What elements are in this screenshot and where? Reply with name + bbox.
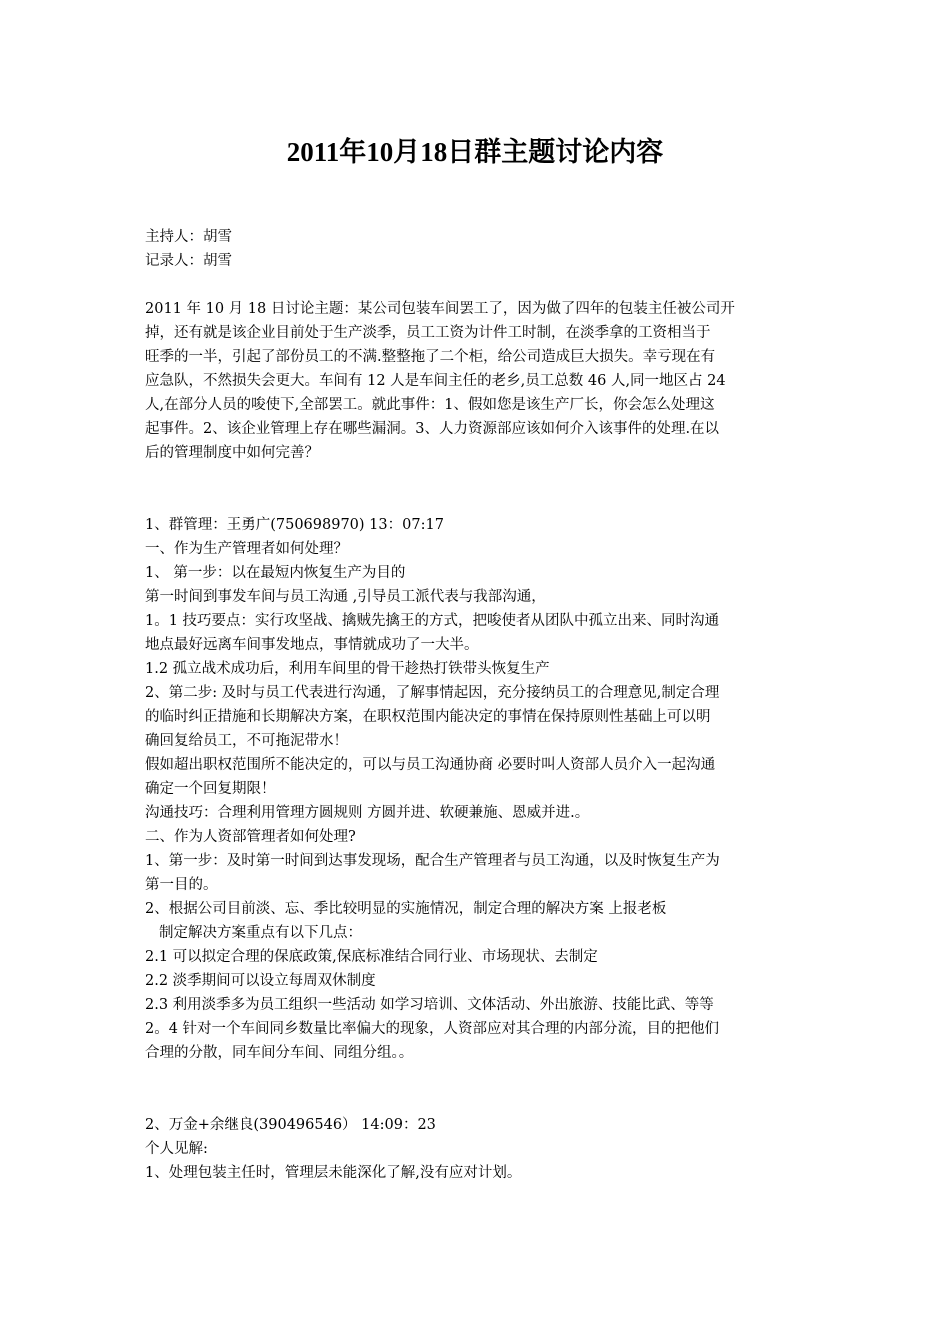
section-line: 确回复给员工，不可拖泥带水！ [145, 733, 348, 749]
section-line: 2.3 利用淡季多为员工组织一些活动 如学习培训、文体活动、外出旅游、技能比武、等等 [145, 997, 714, 1013]
section-line: 2.2 淡季期间可以设立每周双休制度 [145, 973, 376, 989]
section-line: 1、群管理：王勇广(750698970) 13：07:17 [145, 517, 444, 533]
section-line: 地点最好远离车间事发地点，事情就成功了一大半。 [145, 637, 479, 653]
section-line: 沟通技巧：合理利用管理方圆规则 方圆并进、软硬兼施、恩威并进.。 [145, 805, 590, 821]
spacer [145, 273, 815, 297]
recorder-line: 记录人：胡雪 [145, 253, 232, 269]
spacer [145, 465, 815, 513]
section-line: 2、万金+余继良(390496546） 14:09：23 [145, 1117, 436, 1133]
section-line: 2、第二步: 及时与员工代表进行沟通，了解事情起因，充分接纳员工的合理意见,制定合理 [145, 685, 720, 701]
section-line: 1、处理包装主任时，管理层未能深化了解,没有应对计划。 [145, 1165, 522, 1181]
section-line: 2.1 可以拟定合理的保底政策,保底标准结合同行业、市场现状、去制定 [145, 949, 598, 965]
document-title: 2011年10月18日群主题讨论内容 [286, 137, 664, 167]
section-line: 第一目的。 [145, 877, 218, 893]
topic-paragraph [145, 297, 815, 465]
host-line: 主持人：胡雪 [145, 229, 232, 245]
section-line: 一、作为生产管理者如何处理？ [145, 541, 348, 557]
section-line: 假如超出职权范围所不能决定的，可以与员工沟通协商 必要时叫人资部人员介入一起沟通 [145, 757, 716, 773]
section-line: 1。1 技巧要点：实行攻坚战、擒贼先擒王的方式，把唆使者从团队中孤立出来、同时沟通 [145, 613, 720, 629]
section-line: 制定解决方案重点有以下几点： [159, 925, 362, 941]
section-line: 1、第一步：及时第一时间到达事发现场，配合生产管理者与员工沟通，以及时恢复生产为 [145, 853, 720, 869]
section-line: 确定一个回复期限！ [145, 781, 276, 797]
section-line: 1.2 孤立战术成功后，利用车间里的骨干趁热打铁带头恢复生产 [145, 661, 550, 677]
topic-line: 掉，还有就是该企业目前处于生产淡季，员工工资为计件工时制，在淡季拿的工资相当于 [145, 325, 711, 341]
topic-line: 2011 年 10 月 18 日讨论主题：某公司包装车间罢工了，因为做了四年的包装主任被公司开 [145, 301, 735, 317]
section-line: 2、根据公司目前淡、忘、季比较明显的实施情况，制定合理的解决方案 上报老板 [145, 901, 667, 917]
section-line: 的临时纠正措施和长期解决方案，在职权范围内能决定的事情在保持原则性基础上可以明 [145, 709, 711, 725]
topic-line: 旺季的一半，引起了部份员工的不满.整整拖了二个柜，给公司造成巨大损失。幸亏现在有 [145, 349, 716, 365]
section-line: 合理的分散，同车间分车间、同组分组。。 [145, 1045, 414, 1061]
section-1 [145, 513, 815, 1065]
topic-line: 应急队，不然损失会更大。车间有 12 人是车间主任的老乡,员工总数 46 人,同一地区占 24 [145, 373, 726, 389]
section-2 [145, 1113, 815, 1185]
section-line: 二、作为人资部管理者如何处理? [145, 829, 356, 845]
document-body [145, 225, 815, 1185]
section-line: 个人见解: [145, 1141, 208, 1157]
section-line: 第一时间到事发车间与员工沟通 ,引导员工派代表与我部沟通， [145, 589, 546, 605]
topic-line: 起事件。2、该企业管理上存在哪些漏洞。3、人力资源部应该如何介入该事件的处理.在以 [145, 421, 720, 437]
section-line: 2。4 针对一个车间同乡数量比率偏大的现象，人资部应对其合理的内部分流，目的把他们 [145, 1021, 720, 1037]
topic-line: 后的管理制度中如何完善？ [145, 445, 319, 461]
topic-line: 人,在部分人员的唆使下,全部罢工。就此事件：1、假如您是该生产厂长，你会怎么处理这 [145, 397, 715, 413]
spacer [145, 1065, 815, 1113]
section-line: 1、 第一步：以在最短内恢复生产为目的 [145, 565, 406, 581]
